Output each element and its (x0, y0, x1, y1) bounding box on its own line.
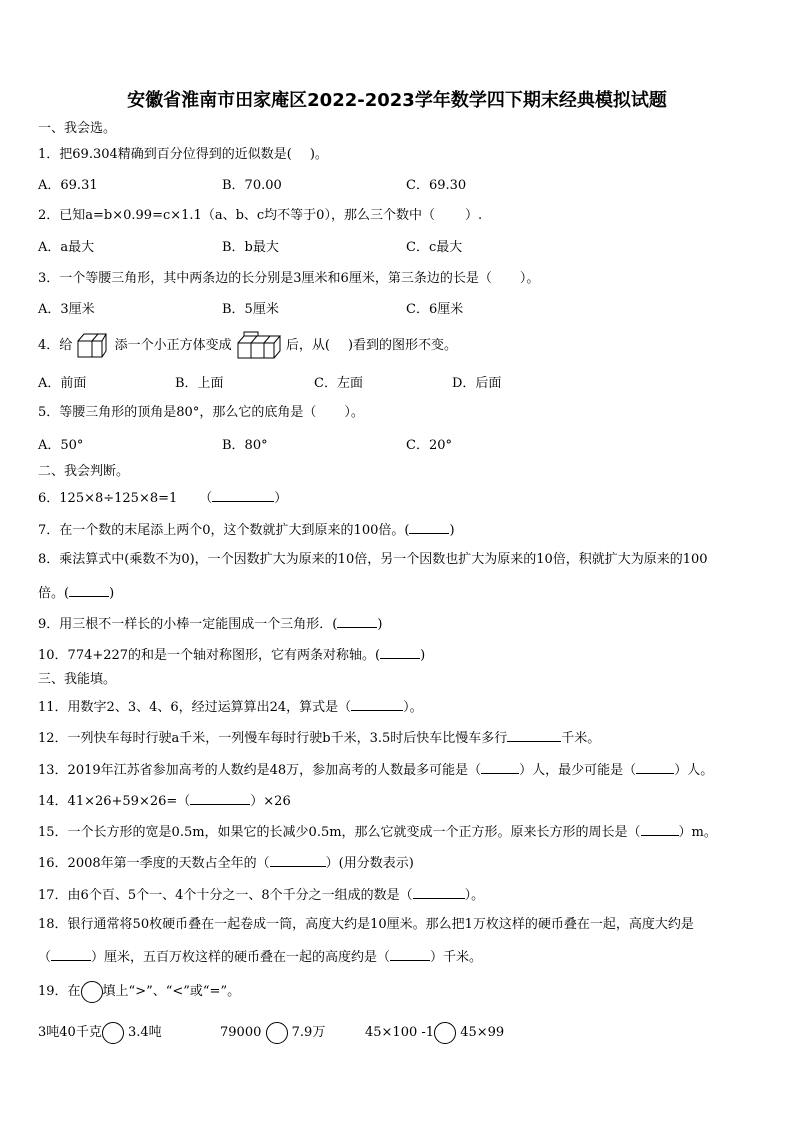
question-7-close: ) (449, 523, 455, 538)
compare-left: 3吨40千克 (38, 1025, 102, 1040)
section-heading-choice: 一、我会选。 (38, 121, 117, 136)
compare-right: 7.9万 (291, 1025, 326, 1040)
question-12-end: 千米。 (561, 731, 601, 746)
compare-left: 45×100 -1 (365, 1025, 435, 1040)
answer-blank[interactable] (351, 698, 403, 711)
q3-option-b[interactable]: B．5厘米 (222, 302, 279, 317)
compare-circle-icon (81, 981, 103, 1003)
question-18-line-1: 18．银行通常将50枚硬币叠在一起卷成一筒，高度大约是10厘米。那么把1万枚这样的硬币叠在一起，高度大约是 (38, 917, 694, 932)
question-9-text: 9．用三根不一样长的小棒一定能围成一个三角形．( (38, 617, 338, 632)
answer-blank[interactable] (507, 729, 561, 742)
section-heading-judge: 二、我会判断。 (38, 464, 130, 479)
q2-option-a[interactable]: A．a最大 (38, 240, 95, 255)
page-title: 安徽省淮南市田家庵区2022-2023学年数学四下期末经典模拟试题 (127, 90, 667, 111)
question-4 (38, 330, 457, 362)
question-4-text-end: )看到的图形不变。 (347, 338, 458, 353)
question-15-text: 15．一个长方形的宽是0.5m，如果它的长减少0.5m，那么它就变成一个正方形。原来长方形的周长是（ (38, 825, 641, 840)
answer-blank[interactable] (636, 761, 674, 774)
answer-blank[interactable] (481, 761, 519, 774)
question-2 (38, 208, 482, 224)
question-11-text: 11．用数字2、3、4、6，经过运算算出24，算式是（ (38, 700, 352, 715)
question-15 (38, 823, 717, 841)
question-17-end: ）。 (464, 888, 485, 903)
compare-circle-icon[interactable] (102, 1022, 124, 1044)
question-3-text: 3．一个等腰三角形，其中两条边的长分别是3厘米和6厘米，第三条边的长是（ (38, 271, 492, 286)
answer-blank[interactable] (380, 646, 420, 659)
q4-option-b[interactable]: B．上面 (175, 376, 224, 391)
q5-option-b[interactable]: B．80° (222, 438, 268, 453)
q2-option-b[interactable]: B．b最大 (222, 240, 279, 255)
question-18-end: ）千米。 (430, 950, 483, 965)
question-19 (38, 980, 240, 1004)
question-13-end: ）人。 (674, 763, 714, 778)
answer-blank[interactable] (641, 823, 679, 836)
question-6 (38, 489, 287, 507)
question-4-text: 4．给 (38, 338, 73, 353)
question-6-open: （ (199, 491, 213, 506)
q1-option-b[interactable]: B．70.00 (222, 178, 282, 193)
question-18-open: （ (38, 950, 52, 965)
question-4-text-after: 后，从( (285, 338, 330, 353)
question-14-text: 14．41×26+59×26=（ (38, 794, 191, 809)
question-19-instruction: 填上“>”、“<”或“=”。 (102, 984, 241, 999)
compare-left: 79000 (220, 1025, 262, 1040)
question-5 (38, 405, 364, 421)
q4-option-d[interactable]: D．后面 (452, 376, 502, 391)
question-5-text: 5．等腰三角形的顶角是80°，那么它的底角是（ (38, 405, 317, 420)
question-16 (38, 854, 414, 872)
question-9 (38, 615, 382, 633)
q1-option-c[interactable]: C．69.30 (406, 178, 467, 193)
three-cube-figure-icon (236, 331, 282, 361)
question-14 (38, 792, 291, 810)
question-4-text-mid: 添一个小正方体变成 (114, 338, 232, 353)
question-11-close: ）。 (403, 700, 423, 715)
question-7-text: 7．在一个数的末尾添上两个0，这个数就扩大到原来的100倍。( (38, 523, 410, 538)
question-8-text: 倍。( (38, 586, 70, 601)
question-10 (38, 646, 425, 664)
compare-circle-icon[interactable] (434, 1022, 456, 1044)
question-10-close: ) (420, 648, 426, 663)
q5-option-c[interactable]: C．20° (406, 438, 452, 453)
answer-blank[interactable] (212, 489, 274, 502)
question-7 (38, 521, 455, 539)
question-16-end: ）(用分数表示) (325, 856, 414, 871)
compare-item-1 (38, 1021, 162, 1045)
question-5-text-end: ）。 (344, 405, 364, 420)
question-13 (38, 761, 713, 779)
compare-right: 45×99 (460, 1025, 505, 1040)
two-cube-figure-icon (76, 331, 110, 361)
question-9-close: ) (377, 617, 383, 632)
question-6-text: 6．125×8÷125×8=1 (38, 491, 178, 506)
compare-item-3 (365, 1021, 504, 1045)
question-1 (38, 147, 328, 163)
q1-option-a[interactable]: A．69.31 (38, 178, 98, 193)
question-8-close: ) (109, 586, 115, 601)
q3-option-c[interactable]: C．6厘米 (406, 302, 464, 317)
answer-blank[interactable] (390, 948, 430, 961)
answer-blank[interactable] (190, 792, 250, 805)
answer-blank[interactable] (409, 521, 449, 534)
question-10-text: 10．774+227的和是一个轴对称图形，它有两条对称轴。( (38, 648, 381, 663)
answer-blank[interactable] (69, 584, 109, 597)
question-8-line-2 (38, 584, 114, 602)
q2-option-c[interactable]: C．c最大 (406, 240, 463, 255)
q4-option-c[interactable]: C．左面 (314, 376, 363, 391)
answer-blank[interactable] (51, 948, 91, 961)
question-15-end: ）m。 (678, 825, 717, 840)
question-12 (38, 729, 600, 747)
question-17 (38, 886, 484, 904)
question-12-text: 12．一列快车每时行驶a千米，一列慢车每时行驶b千米，3.5时后快车比慢车多行 (38, 731, 508, 746)
question-3 (38, 271, 539, 287)
answer-blank[interactable] (413, 886, 465, 899)
question-13-mid: ）人，最少可能是（ (519, 763, 637, 778)
question-16-text: 16．2008年第一季度的天数占全年的（ (38, 856, 270, 871)
question-13-text: 13．2019年江苏省参加高考的人数约是48万，参加高考的人数最多可能是（ (38, 763, 482, 778)
question-18-line-2 (38, 948, 482, 966)
question-1-text-end: )。 (309, 147, 328, 162)
compare-item-2 (220, 1021, 325, 1045)
question-2-text-end: ）. (464, 208, 483, 223)
section-heading-fill: 三、我能填。 (38, 672, 117, 687)
question-3-text-end: ）。 (519, 271, 540, 286)
question-1-text: 1．把69.304精确到百分位得到的近似数是( (38, 147, 292, 162)
q3-option-a[interactable]: A．3厘米 (38, 302, 95, 317)
question-8-line-1: 8．乘法算式中(乘数不为0)，一个因数扩大为原来的10倍，另一个因数也扩大为原来的10倍，积就扩大为原来的100 (38, 552, 708, 567)
answer-blank[interactable] (337, 615, 377, 628)
q5-option-a[interactable]: A．50° (38, 438, 84, 453)
compare-right: 3.4吨 (127, 1025, 162, 1040)
question-19-text: 19．在 (38, 984, 81, 999)
question-14-end: ）×26 (250, 794, 291, 809)
q4-option-a[interactable]: A．前面 (38, 376, 87, 391)
question-2-text: 2．已知a=b×0.99=c×1.1（a、b、c均不等于0），那么三个数中（ (38, 208, 435, 223)
question-17-text: 17．由6个百、5个一、4个十分之一、8个千分之一组成的数是（ (38, 888, 413, 903)
compare-circle-icon[interactable] (266, 1022, 288, 1044)
answer-blank[interactable] (270, 854, 326, 867)
question-6-close: ） (274, 491, 288, 506)
question-18-mid: ）厘米，五百万枚这样的硬币叠在一起的高度约是（ (91, 950, 391, 965)
question-11 (38, 698, 423, 716)
